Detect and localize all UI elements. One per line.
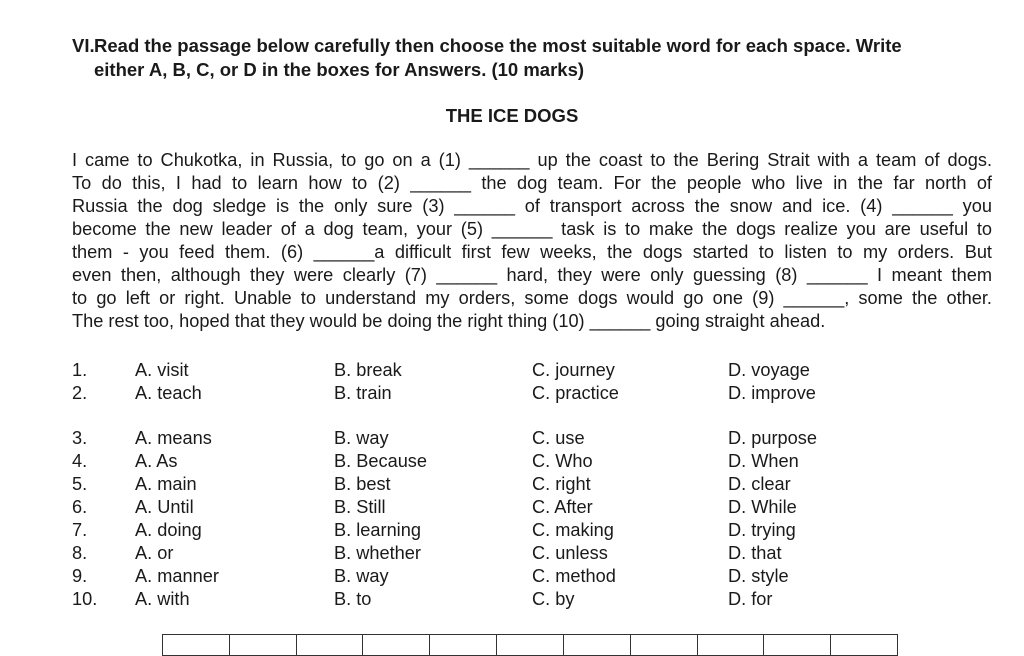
answer-cell[interactable] — [698, 635, 765, 655]
option-d: D. purpose — [728, 428, 817, 448]
answer-cell[interactable] — [631, 635, 698, 655]
passage-line: become the new leader of a dog team, your (5) ______ task is to make the dogs realize you are useful to — [72, 219, 992, 239]
option-d: D. clear — [728, 474, 791, 494]
passage-line: them - you feed them. (6) ______a difficult first few weeks, the dogs started to listen to my orders. But — [72, 242, 992, 262]
answer-options-list — [72, 359, 972, 611]
question-number: 6. — [72, 497, 88, 517]
option-c: C. use — [532, 428, 585, 448]
option-b: B. best — [334, 474, 391, 494]
option-a: A. main — [135, 474, 197, 494]
answer-cell[interactable] — [297, 635, 364, 655]
passage-line: to go left or right. Unable to understand my orders, some dogs would go one (9) ______, some the other. — [72, 288, 992, 308]
option-d: D. voyage — [728, 360, 810, 380]
option-d: D. While — [728, 497, 797, 517]
option-d: D. trying — [728, 520, 796, 540]
option-c: C. unless — [532, 543, 608, 563]
option-b: B. Still — [334, 497, 386, 517]
answer-cell[interactable] — [163, 635, 230, 655]
question-options-row — [72, 496, 972, 519]
question-number: 2. — [72, 383, 88, 403]
answer-cell[interactable] — [430, 635, 497, 655]
question-options-row — [72, 473, 972, 496]
option-a: A. or — [135, 543, 174, 563]
option-d: D. improve — [728, 383, 816, 403]
answer-cell[interactable] — [230, 635, 297, 655]
question-number: 3. — [72, 428, 88, 448]
passage-line: I came to Chukotka, in Russia, to go on a (1) ______ up the coast to the Bering Strait with a team of dogs. — [72, 150, 992, 170]
passage-title: THE ICE DOGS — [445, 105, 579, 126]
question-number: 4. — [72, 451, 88, 471]
question-options-row — [72, 588, 972, 611]
question-number: 5. — [72, 474, 88, 494]
option-a: A. Until — [135, 497, 194, 517]
exercise-instructions — [72, 34, 1002, 82]
option-a: A. doing — [135, 520, 202, 540]
instruction-line-2: either A, B, C, or D in the boxes for Answers. (10 marks) — [94, 59, 585, 80]
option-a: A. visit — [135, 360, 189, 380]
question-number: 8. — [72, 543, 88, 563]
instruction-line-1: Read the passage below carefully then choose the most suitable word for each space. Write — [94, 35, 902, 56]
answer-cell[interactable] — [564, 635, 631, 655]
question-options-row — [72, 427, 972, 450]
question-number: 9. — [72, 566, 88, 586]
option-d: D. style — [728, 566, 789, 586]
option-c: C. method — [532, 566, 616, 586]
option-a: A. As — [135, 451, 178, 471]
option-d: D. that — [728, 543, 782, 563]
option-a: A. teach — [135, 383, 202, 403]
passage-line: even then, although they were clearly (7) ______ hard, they were only guessing (8) ______ I meant them — [72, 265, 992, 285]
question-options-row — [72, 519, 972, 542]
option-c: C. After — [532, 497, 593, 517]
passage-text — [72, 149, 992, 333]
option-b: B. learning — [334, 520, 421, 540]
question-number: 10. — [72, 589, 98, 609]
option-c: C. right — [532, 474, 591, 494]
question-options-row — [72, 382, 972, 405]
option-c: C. by — [532, 589, 575, 609]
option-b: B. whether — [334, 543, 421, 563]
option-c: C. making — [532, 520, 614, 540]
option-a: A. means — [135, 428, 212, 448]
exercise-number: VI. — [72, 35, 95, 56]
option-c: C. practice — [532, 383, 619, 403]
passage-line: The rest too, hoped that they would be doing the right thing (10) ______ going straight ahead. — [72, 311, 826, 331]
option-a: A. manner — [135, 566, 219, 586]
passage-line: Russia the dog sledge is the only sure (3) ______ of transport across the snow and ice. (4) ______ you — [72, 196, 992, 216]
answers-table — [162, 634, 898, 656]
option-b: B. train — [334, 383, 392, 403]
question-options-row — [72, 542, 972, 565]
question-number: 1. — [72, 360, 88, 380]
option-d: D. for — [728, 589, 773, 609]
option-d: D. When — [728, 451, 799, 471]
question-options-row — [72, 565, 972, 588]
option-b: B. break — [334, 360, 402, 380]
option-b: B. way — [334, 566, 389, 586]
answer-cell[interactable] — [831, 635, 897, 655]
option-a: A. with — [135, 589, 190, 609]
question-options-row — [72, 450, 972, 473]
answer-cell[interactable] — [363, 635, 430, 655]
option-c: C. Who — [532, 451, 593, 471]
answer-cell[interactable] — [497, 635, 564, 655]
option-b: B. to — [334, 589, 372, 609]
option-c: C. journey — [532, 360, 615, 380]
question-options-row — [72, 359, 972, 382]
answer-cell[interactable] — [764, 635, 831, 655]
option-b: B. Because — [334, 451, 428, 471]
question-number: 7. — [72, 520, 88, 540]
passage-line: To do this, I had to learn how to (2) ______ the dog team. For the people who live in the far north of — [72, 173, 992, 193]
option-b: B. way — [334, 428, 389, 448]
